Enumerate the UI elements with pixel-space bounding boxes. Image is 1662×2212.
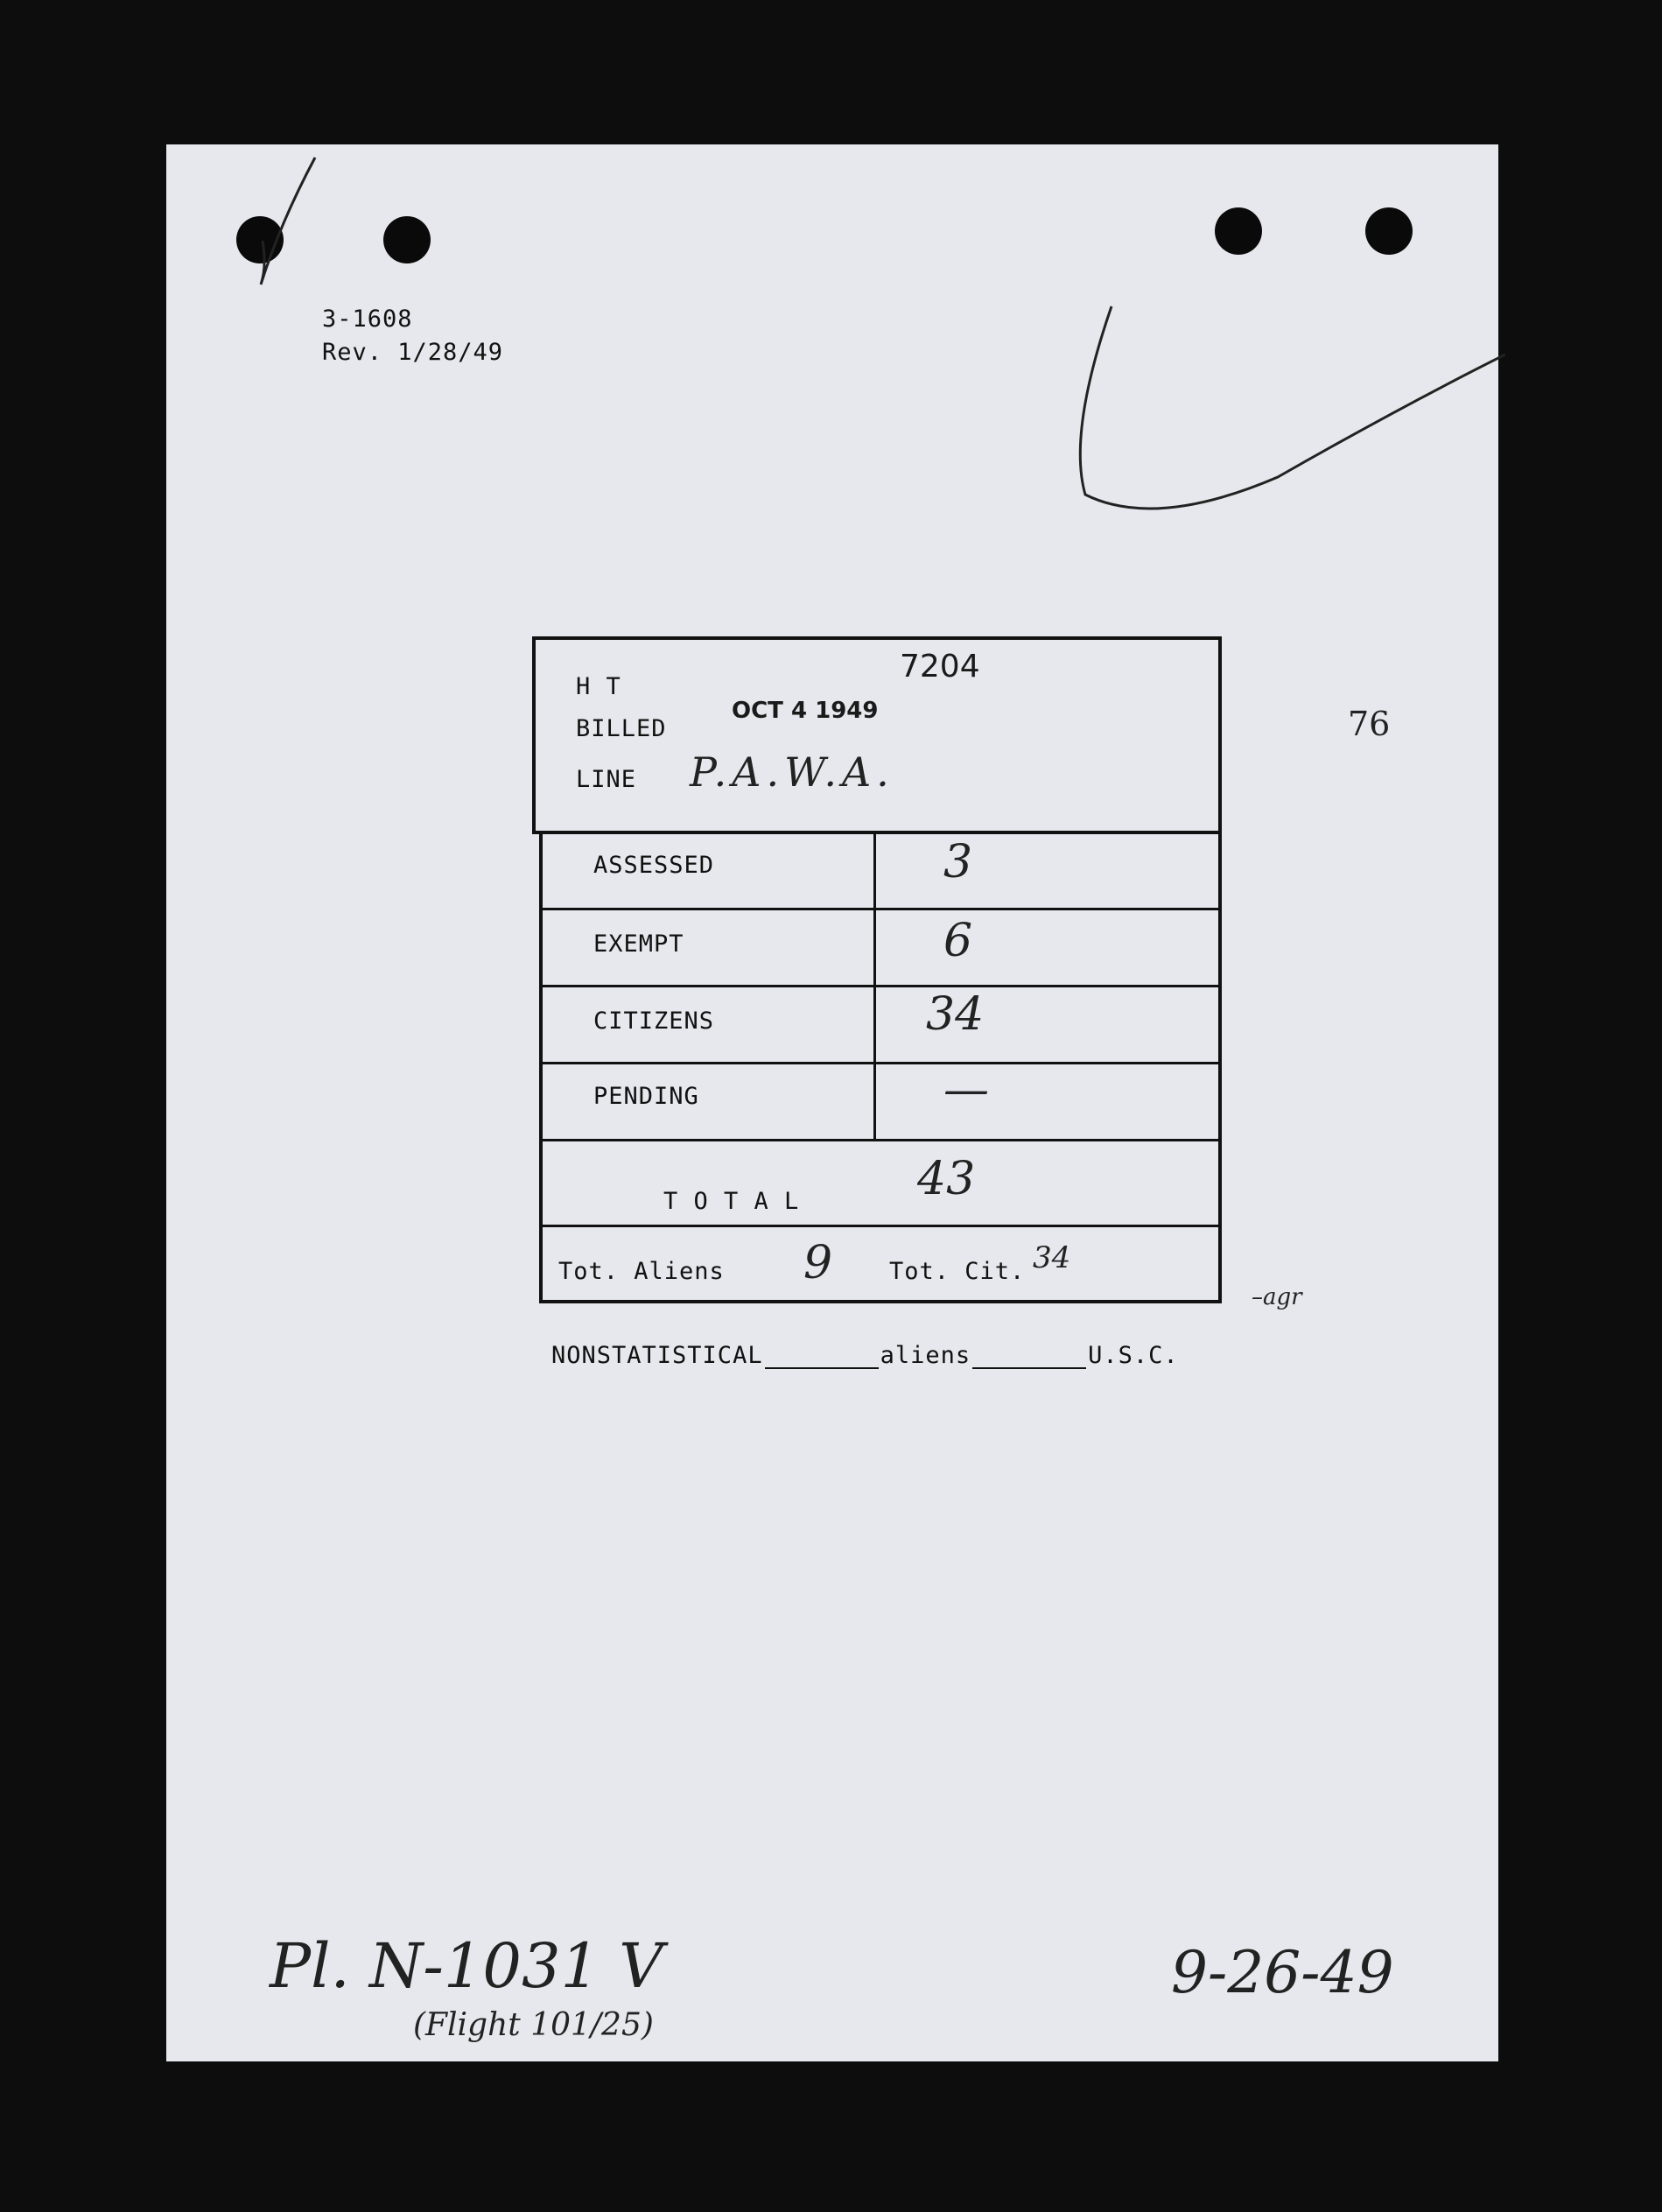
total-value: 43 bbox=[917, 1153, 976, 1205]
margin-number: 76 bbox=[1348, 705, 1391, 743]
billed-label: BILLED bbox=[576, 715, 667, 742]
bottom-left-note: Pl. N-1031 V bbox=[270, 1930, 663, 2002]
exempt-label: EXEMPT bbox=[593, 930, 684, 958]
punch-hole-4 bbox=[1365, 207, 1413, 255]
usc-blank bbox=[972, 1345, 1086, 1369]
tot-cit-value: 34 bbox=[1033, 1240, 1071, 1275]
line-label: LINE bbox=[576, 766, 637, 793]
initials-note: –agr bbox=[1252, 1284, 1302, 1310]
tot-aliens-value: 9 bbox=[803, 1237, 833, 1289]
document-page bbox=[166, 144, 1498, 2061]
bottom-right-date: 9-26-49 bbox=[1171, 1939, 1394, 2006]
citizens-value: 34 bbox=[926, 988, 985, 1041]
stamp-number: 7204 bbox=[900, 649, 980, 685]
ht-label: H T bbox=[576, 673, 621, 700]
tot-aliens-label: Tot. Aliens bbox=[558, 1258, 725, 1285]
pending-label: PENDING bbox=[593, 1083, 699, 1110]
usc-label: U.S.C. bbox=[1088, 1342, 1179, 1369]
punch-hole-2 bbox=[383, 216, 431, 263]
pending-value: — bbox=[943, 1064, 989, 1116]
citizens-label: CITIZENS bbox=[593, 1008, 715, 1035]
total-label: T O T A L bbox=[663, 1188, 800, 1215]
checkmark-icon bbox=[245, 153, 324, 293]
line-value: P.A.W.A. bbox=[690, 748, 894, 796]
tot-cit-label: Tot. Cit. bbox=[889, 1258, 1026, 1285]
assessed-label: ASSESSED bbox=[593, 852, 715, 879]
statistics-form bbox=[532, 636, 1224, 1302]
nonstatistical-label: NONSTATISTICAL bbox=[551, 1342, 763, 1369]
aliens-label: aliens bbox=[880, 1342, 971, 1369]
exempt-value: 6 bbox=[943, 915, 973, 967]
pen-stroke-mark bbox=[1050, 302, 1505, 530]
stamp-date: OCT 4 1949 bbox=[732, 698, 879, 724]
nonstatistical-line bbox=[551, 1342, 1179, 1369]
bottom-left-subnote: (Flight 101/25) bbox=[413, 2007, 654, 2043]
form-revision: Rev. 1/28/49 bbox=[322, 339, 504, 366]
punch-hole-3 bbox=[1215, 207, 1262, 255]
form-number: 3-1608 bbox=[322, 305, 413, 333]
assessed-value: 3 bbox=[943, 836, 973, 888]
nonstatistical-blank bbox=[765, 1345, 879, 1369]
